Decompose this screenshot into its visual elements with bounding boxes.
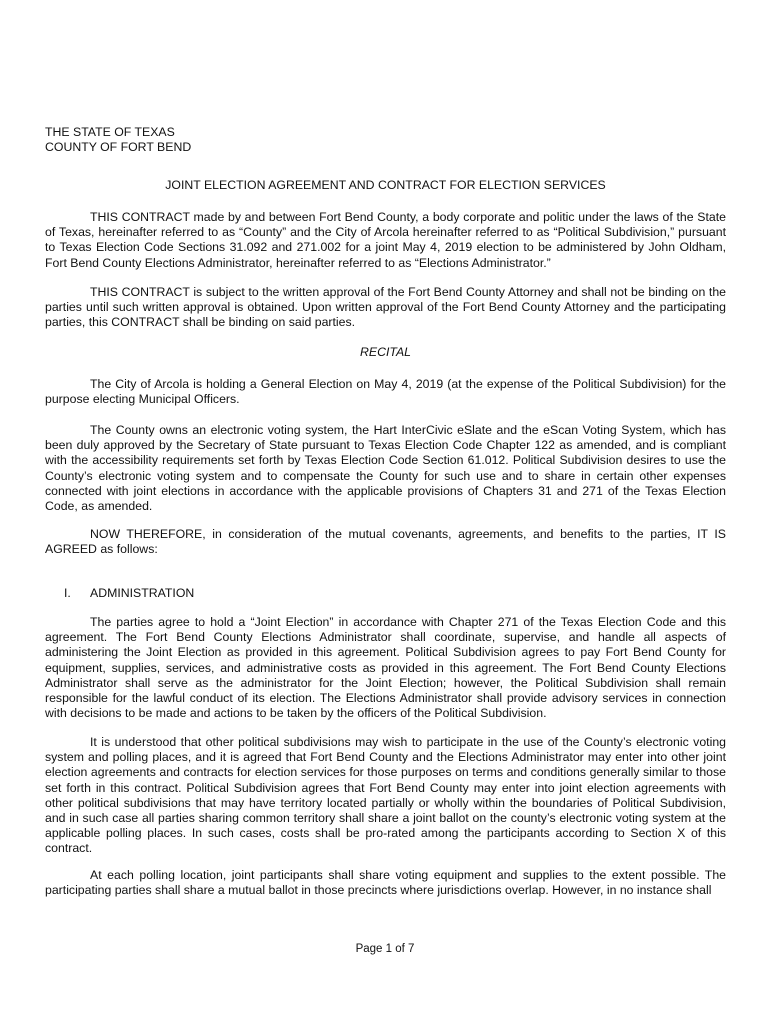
document-title: JOINT ELECTION AGREEMENT AND CONTRACT FOR ELECTION SERVICES — [165, 178, 606, 192]
paragraph-recital-voting-system: The County owns an electronic voting system, the Hart InterCivic eSlate and the eScan Voting System, which has been duly approved by the Secretary of State pursuant to Texas Election Code Chapter 122 as amended, and is compliant with the accessibility requirements set forth by Texas Election Code Section 61.012. Political Subdivision desires to use the County’s electronic voting system and to compensate the County for such use and to share in certain other expenses connected with joint elections in accordance with the applicable provisions of Chapters 31 and 271 of the Texas Election Code, as amended. — [45, 423, 726, 514]
paragraph-recital-election: The City of Arcola is holding a General Election on May 4, 2019 (at the expense of the Political Subdivision) for the purpose electing Municipal Officers. — [45, 377, 726, 407]
section-heading-administration — [45, 586, 194, 601]
section-title: ADMINISTRATION — [90, 586, 195, 600]
page-number: Page 1 of 7 — [355, 943, 415, 955]
paragraph-administration: The parties agree to hold a “Joint Election” in accordance with Chapter 271 of the Texas Election Code and this agreement. The Fort Bend County Elections Administrator shall coordinate, supervise, and handle all aspects of administering the Joint Election as provided in this agreement. Political Subdivision agrees to pay Fort Bend County for equipment, supplies, services, and administrative costs as provided in this agreement. The Fort Bend County Elections Administrator shall serve as the administrator for the Joint Election; however, the Political Subdivision shall remain responsible for the lawful conduct of its election. The Elections Administrator shall provide advisory services in connection with decisions to be made and actions to be taken by the officers of the Political Subdivision. — [45, 615, 726, 721]
paragraph-polling-locations: At each polling location, joint participants shall share voting equipment and supplies to the extent possible. The participating parties shall share a mutual ballot in those precincts where jurisdictions overlap. However, in no instance shall — [45, 868, 726, 898]
paragraph-now-therefore: NOW THEREFORE, in consideration of the mutual covenants, agreements, and benefits to the parties, IT IS AGREED as follows: — [45, 527, 726, 557]
section-number: I. — [64, 586, 71, 600]
paragraph-other-subdivisions: It is understood that other political subdivisions may wish to participate in the use of the County’s electronic voting system and polling places, and it is agreed that Fort Bend County and the Elections Administrator may enter into other joint election agreements and contracts for election services for those purposes on terms and conditions generally similar to those set forth in this contract. Political Subdivision agrees that Fort Bend County may enter into joint election agreements with other political subdivisions that may have territory located partially or wholly within the boundaries of Political Subdivision, and in such case all parties sharing common territory shall share a joint ballot on the county’s electronic voting system at the applicable polling places. In such cases, costs shall be pro-rated among the participants according to Section X of this contract. — [45, 735, 726, 856]
header-state: THE STATE OF TEXAS — [45, 125, 175, 139]
header-county: COUNTY OF FORT BEND — [45, 140, 192, 155]
paragraph-contract-parties: THIS CONTRACT made by and between Fort Bend County, a body corporate and politic under the laws of the State of Texas, hereinafter referred to as “County” and the City of Arcola hereinafter referred to as “Political Subdivision,” pursuant to Texas Election Code Sections 31.092 and 271.002 for a joint May 4, 2019 election to be administered by John Oldham, Fort Bend County Elections Administrator, hereinafter referred to as “Elections Administrator.” — [45, 210, 726, 270]
paragraph-approval: THIS CONTRACT is subject to the written approval of the Fort Bend County Attorney and shall not be binding on the parties until such written approval is obtained. Upon written approval of the Fort Bend County Attorney and the participating parties, this CONTRACT shall be binding on said parties. — [45, 285, 726, 330]
document-header — [45, 125, 726, 155]
recital-heading: RECITAL — [359, 345, 412, 359]
